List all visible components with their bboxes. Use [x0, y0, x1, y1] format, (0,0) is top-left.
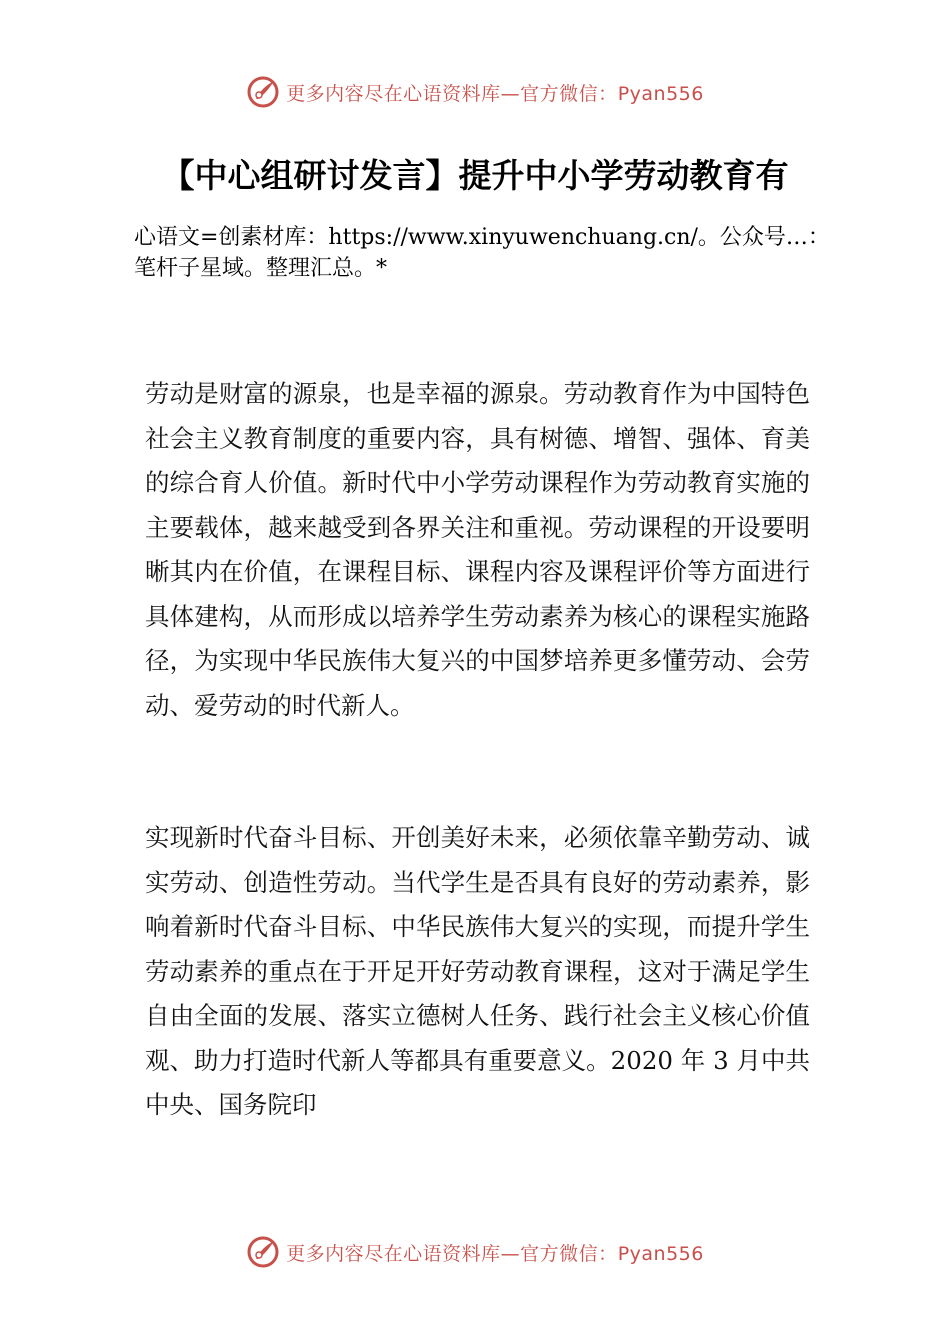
wechat-id: Pyan556: [617, 1242, 704, 1265]
paragraph: 实现新时代奋斗目标、开创美好未来，必须依靠辛勤劳动、诚实劳动、创造性劳动。当代学生是否具有良好的劳动素养，影响着新时代奋斗目标、中华民族伟大复兴的实现，而提升学生劳动素养的重点在于开足开好劳动教育课程，这对于满足学生自由全面的发展、落实立德树人任务、践行社会主义核心价值观、助力打造时代新人等都具有重要意义。2020 年 3 月中共中央、国务院印: [145, 823, 810, 1119]
paragraph: 劳动是财富的源泉，也是幸福的源泉。劳动教育作为中国特色社会主义教育制度的重要内容，具有树德、增智、强体、育美的综合育人价值。新时代中小学劳动课程作为劳动教育实施的主要载体，越来越受到各界关注和重视。劳动课程的开设要明晰其内在价值，在课程目标、课程内容及课程评价等方面进行具体建构，从而形成以培养学生劳动素养为核心的课程实施路径，为实现中华民族伟大复兴的中国梦培养更多懂劳动、会劳动、爱劳动的时代新人。: [145, 379, 810, 720]
watermark-text: 更多内容尽在心语资料库—官方微信：Pyan556: [286, 82, 704, 105]
header-watermark: [0, 72, 950, 112]
source-line: 心语文=创素材库：https://www.xinyuwenchuang.cn/。公众号…：笔杆子星域。整理汇总。*: [134, 225, 830, 281]
quill-circle-icon: [246, 75, 280, 109]
quill-circle-icon: [246, 1235, 280, 1269]
wechat-id: Pyan556: [617, 82, 704, 105]
document-title: 【中心组研讨发言】提升中小学劳动教育有: [161, 156, 789, 195]
footer-watermark: [0, 1232, 950, 1272]
watermark-text: 更多内容尽在心语资料库—官方微信：Pyan556: [286, 1242, 704, 1265]
